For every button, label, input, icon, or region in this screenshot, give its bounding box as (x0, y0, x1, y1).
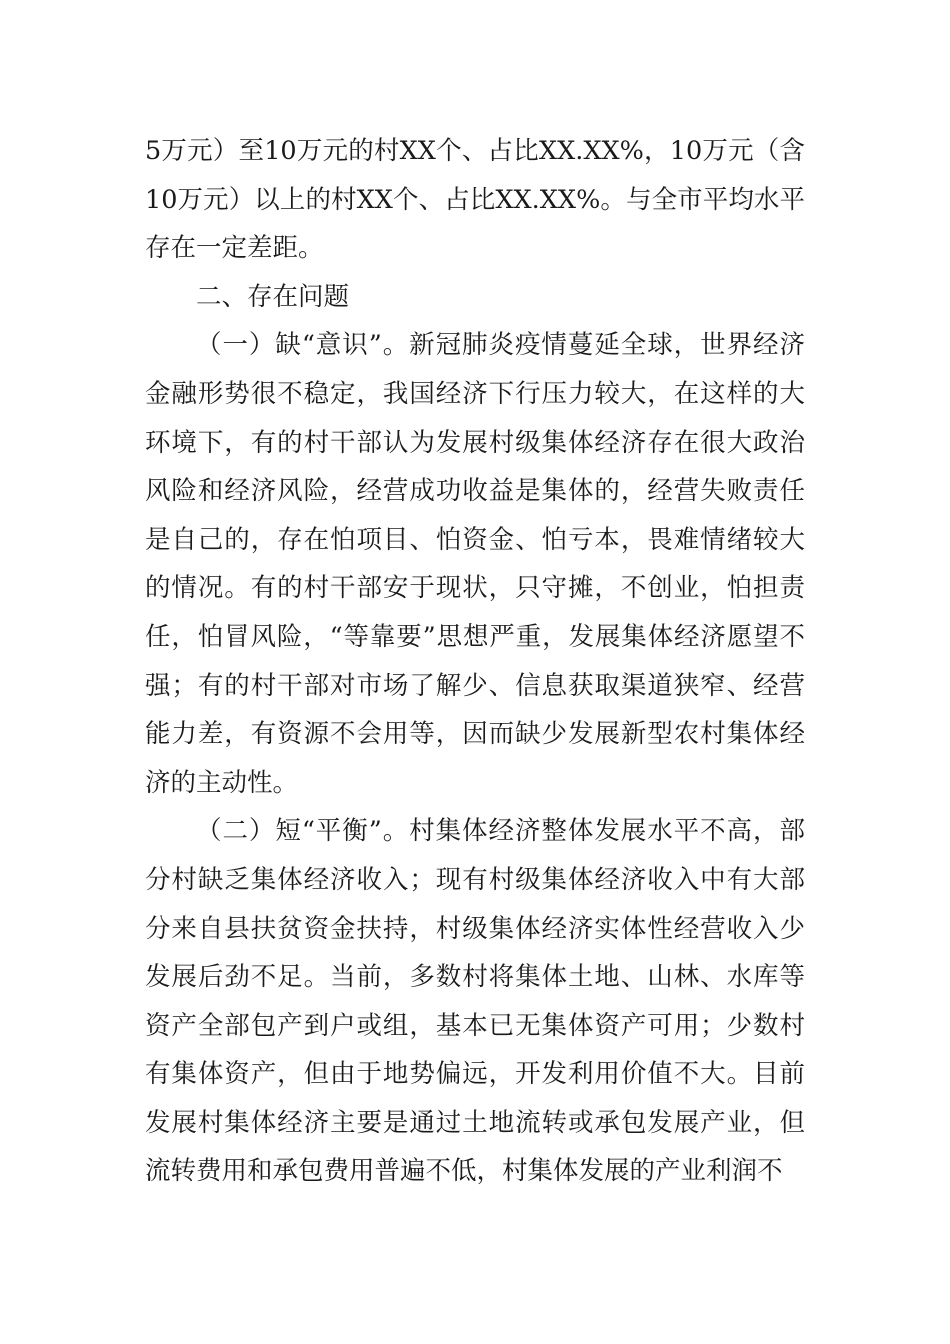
section-heading: 二、存在问题 (196, 281, 350, 312)
paragraph-issue-1: （一）缺“意识”。新冠肺炎疫情蔓延全球，世界经济金融形势很不稳定，我国经济下行压力较大，在这样的大环境下，有的村干部认为发展村级集体经济存在很大政治风险和经济风险，经营成功收益是集体的，经营失败责任是自己的，存在怕项目、怕资金、怕亏本，畏难情绪较大的情况。有的村干部安于现状，只守摊，不创业，怕担责任，怕冒风险，“等靠要”思想严重，发展集体经济愿望不强；有的村干部对市场了解少、信息获取渠道狭窄、经营能力差，有资源不会用等，因而缺少发展新型农村集体经济的主动性。 (145, 330, 805, 798)
paragraph-continuation: 5万元）至10万元的村XX个、占比XX.XX%，10万元（含10万元）以上的村XX个、占比XX.XX%。与全市平均水平存在一定差距。 (145, 136, 805, 264)
paragraph-issue-2: （二）短“平衡”。村集体经济整体发展水平不高，部分村缺乏集体经济收入；现有村级集体经济收入中有大部分来自县扶贫资金扶持，村级集体经济实体性经营收入少发展后劲不足。当前，多数村将集体土地、山林、水库等资产全部包产到户或组，基本已无集体资产可用；少数村有集体资产，但由于地势偏远，开发利用价值不大。目前发展村集体经济主要是通过土地流转或承包发展产业，但流转费用和承包费用普遍不低，村集体发展的产业利润不 (145, 816, 805, 1187)
document-body (145, 127, 805, 1196)
